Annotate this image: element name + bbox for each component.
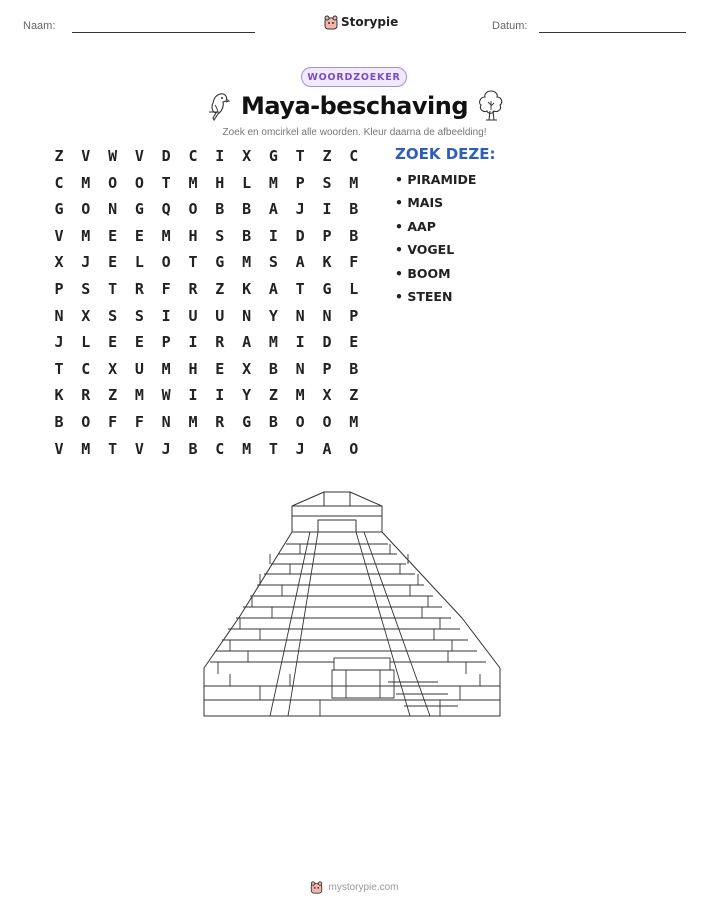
grid-cell[interactable]: B [268, 413, 278, 431]
grid-cell[interactable]: B [349, 200, 359, 219]
grid-cell[interactable]: O [322, 413, 332, 431]
word-list-item: • AAP [395, 218, 436, 234]
grid-cell[interactable]: N [295, 306, 305, 325]
word-list-title: ZOEK DEZE: [395, 145, 496, 163]
grid-cell[interactable]: R [215, 333, 225, 352]
grid-cell[interactable]: D [295, 226, 305, 245]
grid-cell[interactable]: M [161, 226, 171, 245]
grid-cell[interactable]: Z [349, 386, 359, 405]
grid-cell[interactable]: C [81, 359, 91, 378]
grid-cell[interactable]: V [81, 147, 91, 165]
grid-cell[interactable]: M [188, 413, 198, 431]
grid-cell[interactable]: U [188, 306, 198, 325]
grid-cell[interactable]: G [242, 413, 252, 431]
grid-cell[interactable]: B [188, 439, 198, 458]
grid-cell[interactable]: T [295, 280, 305, 298]
grid-cell[interactable]: E [108, 253, 118, 272]
grid-cell[interactable]: F [161, 280, 171, 298]
grid-cell[interactable]: A [295, 253, 305, 272]
brand-logo [324, 14, 398, 30]
grid-cell[interactable]: W [108, 147, 118, 165]
grid-cell[interactable]: Y [268, 306, 278, 325]
brand-name: Storypie [341, 15, 399, 29]
grid-cell[interactable]: H [188, 359, 198, 378]
grid-cell[interactable]: O [81, 413, 91, 431]
grid-cell[interactable]: Z [322, 147, 332, 165]
grid-cell[interactable]: T [54, 359, 64, 378]
grid-cell[interactable]: B [54, 413, 64, 431]
grid-cell[interactable]: K [322, 253, 332, 272]
grid-cell[interactable]: P [322, 226, 332, 245]
pyramid-drawing [200, 488, 508, 720]
grid-cell[interactable]: Z [54, 147, 64, 165]
grid-cell[interactable]: S [268, 253, 278, 272]
grid-cell[interactable]: M [188, 173, 198, 192]
grid-cell[interactable]: U [215, 306, 225, 325]
grid-cell[interactable]: O [81, 200, 91, 219]
grid-cell[interactable]: I [188, 386, 198, 405]
grid-cell[interactable]: M [81, 226, 91, 245]
grid-cell[interactable]: O [161, 253, 171, 272]
grid-cell[interactable]: I [322, 200, 332, 219]
grid-cell[interactable]: T [268, 439, 278, 458]
grid-cell[interactable]: M [81, 439, 91, 458]
grid-cell[interactable]: T [188, 253, 198, 272]
grid-cell[interactable]: I [188, 333, 198, 352]
grid-cell[interactable]: T [108, 280, 118, 298]
grid-cell[interactable]: L [134, 253, 144, 272]
grid-cell[interactable]: S [108, 306, 118, 325]
page-title: Maya-beschaving [240, 92, 469, 120]
footer [0, 880, 709, 894]
grid-cell[interactable]: P [349, 306, 359, 325]
grid-cell[interactable]: I [215, 147, 225, 165]
worksheet-type-badge: WOORDZOEKER [301, 67, 407, 87]
grid-cell[interactable]: H [188, 226, 198, 245]
grid-cell[interactable]: X [54, 253, 64, 272]
grid-cell[interactable]: B [268, 359, 278, 378]
grid-cell[interactable]: A [268, 280, 278, 298]
grid-cell[interactable]: V [134, 439, 144, 458]
word-list-item: • PIRAMIDE [395, 172, 477, 187]
name-line [72, 32, 255, 33]
tree-icon [476, 88, 506, 122]
grid-cell[interactable]: P [54, 280, 64, 298]
grid-cell[interactable]: N [295, 359, 305, 378]
grid-cell[interactable]: D [322, 333, 332, 352]
grid-cell[interactable]: B [242, 226, 252, 245]
storypie-logo-icon [310, 880, 323, 894]
grid-cell[interactable]: C [188, 147, 198, 165]
word-list-item: • VOGEL [395, 242, 455, 258]
grid-cell[interactable]: E [108, 226, 118, 245]
grid-cell[interactable]: R [188, 280, 198, 298]
grid-cell[interactable]: I [215, 386, 225, 405]
grid-cell[interactable]: M [242, 439, 252, 458]
grid-cell[interactable]: X [242, 359, 252, 378]
grid-cell[interactable]: N [242, 306, 252, 325]
grid-cell[interactable]: J [161, 439, 171, 458]
grid-cell[interactable]: C [215, 439, 225, 458]
grid-cell[interactable]: G [322, 280, 332, 298]
grid-cell[interactable]: O [134, 173, 144, 192]
grid-cell[interactable]: C [349, 147, 359, 165]
grid-cell[interactable]: F [349, 253, 359, 272]
grid-cell[interactable]: T [295, 147, 305, 165]
grid-cell[interactable]: T [161, 173, 171, 192]
grid-cell[interactable]: R [215, 413, 225, 431]
grid-cell[interactable]: G [54, 200, 64, 219]
grid-cell[interactable]: L [242, 173, 252, 192]
grid-cell[interactable]: M [81, 173, 91, 192]
grid-cell[interactable]: J [295, 200, 305, 219]
grid-cell[interactable]: P [295, 173, 305, 192]
grid-cell[interactable]: B [349, 359, 359, 378]
grid-cell[interactable]: B [242, 200, 252, 219]
grid-cell[interactable]: I [268, 226, 278, 245]
grid-cell[interactable]: V [54, 439, 64, 458]
grid-cell[interactable]: V [54, 226, 64, 245]
grid-cell[interactable]: N [54, 306, 64, 325]
grid-cell[interactable]: G [268, 147, 278, 165]
grid-cell[interactable]: Z [215, 280, 225, 298]
grid-cell[interactable]: Z [108, 386, 118, 405]
grid-cell[interactable]: R [134, 280, 144, 298]
grid-cell[interactable]: O [349, 439, 359, 458]
date-line [539, 32, 686, 33]
grid-cell[interactable]: M [134, 386, 144, 405]
word-list-item: • STEEN [395, 288, 453, 304]
grid-cell[interactable]: E [134, 226, 144, 245]
grid-cell[interactable]: S [134, 306, 144, 325]
grid-cell[interactable]: I [161, 306, 171, 325]
grid-cell[interactable]: F [108, 413, 118, 431]
grid-cell[interactable]: B [349, 226, 359, 245]
grid-cell[interactable]: A [268, 200, 278, 219]
grid-cell[interactable]: S [322, 173, 332, 192]
grid-cell[interactable]: L [81, 333, 91, 352]
grid-cell[interactable]: X [108, 359, 118, 378]
grid-cell[interactable]: M [242, 253, 252, 272]
grid-cell[interactable]: M [349, 413, 359, 431]
grid-cell[interactable]: Z [268, 386, 278, 405]
grid-cell[interactable]: E [215, 359, 225, 378]
grid-cell[interactable]: G [215, 253, 225, 272]
word-list [395, 172, 476, 312]
instructions: Zoek en omcirkel alle woorden. Kleur daarna de afbeelding! [222, 127, 487, 138]
name-label: Naam: [23, 20, 56, 32]
grid-cell[interactable]: J [54, 333, 64, 352]
grid-cell[interactable]: N [108, 200, 118, 219]
grid-cell[interactable]: E [349, 333, 359, 352]
grid-cell[interactable]: P [161, 333, 171, 352]
grid-cell[interactable]: U [134, 359, 144, 378]
word-list-item: • MAIS [395, 195, 444, 211]
grid-cell[interactable]: A [322, 439, 332, 458]
grid-cell[interactable]: O [295, 413, 305, 431]
grid-cell[interactable]: E [108, 333, 118, 352]
storypie-logo-icon [324, 14, 338, 30]
grid-cell[interactable]: J [295, 439, 305, 458]
grid-cell[interactable]: N [161, 413, 171, 431]
grid-cell[interactable]: O [188, 200, 198, 219]
grid-cell[interactable]: M [349, 173, 359, 192]
grid-cell[interactable]: T [108, 439, 118, 458]
grid-cell[interactable]: M [295, 386, 305, 405]
word-list-item: • BOOM [395, 265, 451, 281]
grid-cell[interactable]: B [215, 200, 225, 219]
grid-cell[interactable]: S [81, 280, 91, 298]
grid-cell[interactable]: I [295, 333, 305, 352]
grid-cell[interactable]: M [161, 359, 171, 378]
grid-cell[interactable]: E [134, 333, 144, 352]
grid-cell[interactable]: X [81, 306, 91, 325]
grid-cell[interactable]: K [242, 280, 252, 298]
grid-cell[interactable]: Y [242, 386, 252, 405]
grid-cell[interactable]: J [81, 253, 91, 272]
grid-cell[interactable]: A [242, 333, 252, 352]
grid-cell[interactable]: X [322, 386, 332, 405]
grid-cell[interactable]: M [268, 173, 278, 192]
grid-cell[interactable]: O [108, 173, 118, 192]
grid-cell[interactable]: L [349, 280, 359, 298]
grid-cell[interactable]: S [215, 226, 225, 245]
grid-cell[interactable]: P [322, 359, 332, 378]
grid-cell[interactable]: K [54, 386, 64, 405]
grid-cell[interactable]: H [215, 173, 225, 192]
grid-cell[interactable]: N [322, 306, 332, 325]
grid-cell[interactable]: R [81, 386, 91, 405]
grid-cell[interactable]: V [134, 147, 144, 165]
grid-cell[interactable]: F [134, 413, 144, 431]
grid-cell[interactable]: X [242, 147, 252, 165]
grid-cell[interactable]: C [54, 173, 64, 192]
date-label: Datum: [492, 20, 528, 32]
grid-cell[interactable]: M [268, 333, 278, 352]
grid-cell[interactable]: D [161, 147, 171, 165]
grid-cell[interactable]: G [134, 200, 144, 219]
footer-url: mystorypie.com [328, 881, 399, 893]
grid-cell[interactable]: Q [161, 200, 171, 219]
grid-cell[interactable]: W [161, 386, 171, 405]
